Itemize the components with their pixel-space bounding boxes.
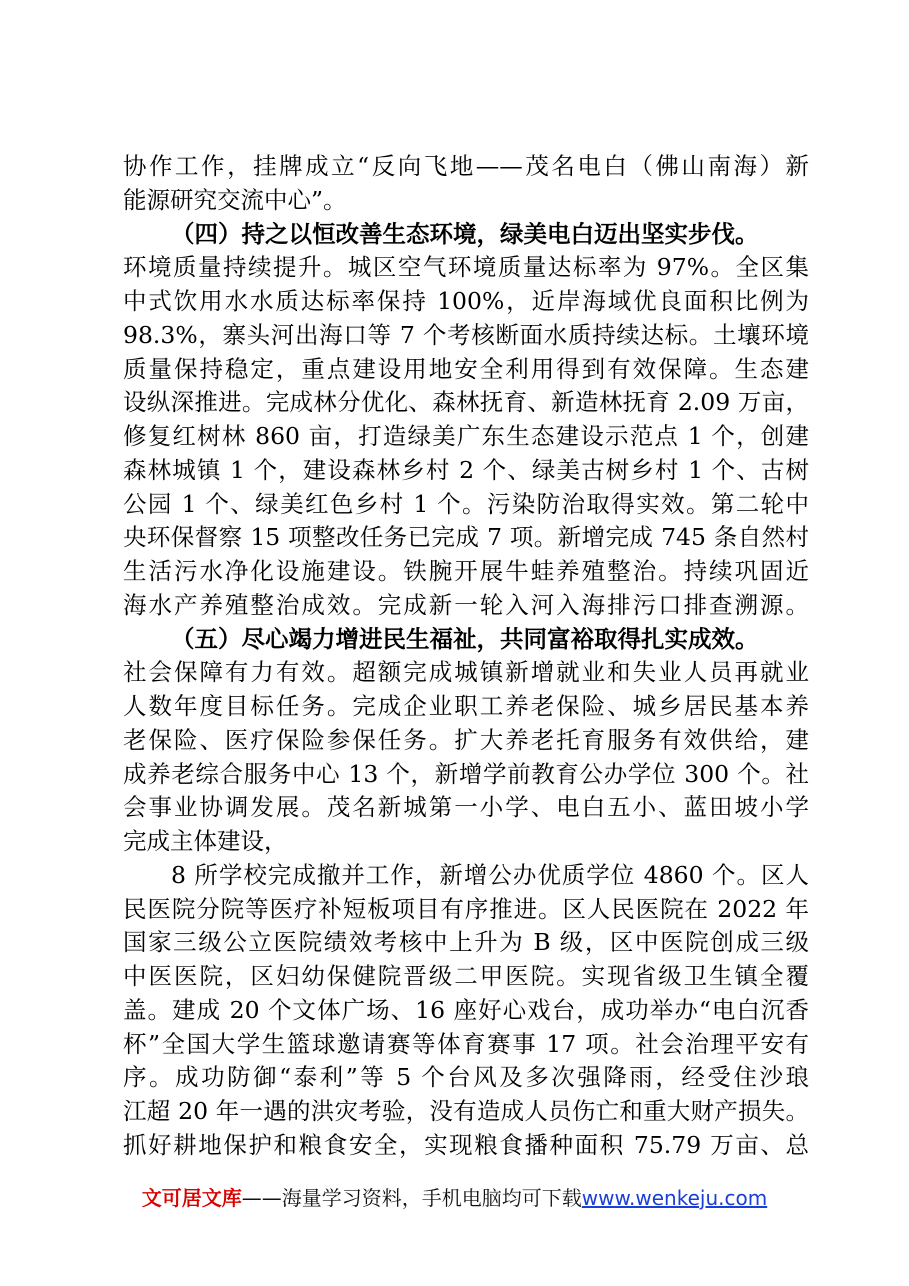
footer-tagline: ——海量学习资料，手机电脑均可下载: [241, 1186, 582, 1210]
body-text-line: 序。成功防御“泰利”等 5 个台风及多次强降雨，经受住沙琅: [123, 1063, 809, 1091]
body-text-line: 成养老综合服务中心 13 个，新增学前教育公办学位 300 个。社: [123, 760, 809, 788]
body-text-line: 98.3%，寨头河出海口等 7 个考核断面水质持续达标。土壤环境: [123, 321, 809, 349]
body-text-line: 抓好耕地保护和粮食安全，实现粮食播种面积 75.79 万亩、总: [123, 1131, 809, 1159]
body-text-line: 协作工作，挂牌成立“反向飞地——茂名电白（佛山南海）新: [123, 152, 809, 180]
section-heading-5: （五）尽心竭力增进民生福祉，共同富裕取得扎实成效。: [171, 625, 759, 653]
website-link[interactable]: www.wenkeju.com: [581, 1186, 768, 1210]
body-text-line: 修复红树林 860 亩，打造绿美广东生态建设示范点 1 个，创建: [123, 422, 809, 450]
body-text-line: 环境质量持续提升。城区空气环境质量达标率为 97%。全区集: [123, 253, 809, 281]
body-text-line: 完成主体建设，: [123, 827, 288, 855]
brand-name: 文可居文库: [141, 1186, 242, 1210]
body-text-line: 会事业协调发展。茂名新城第一小学、电白五小、蓝田坡小学: [123, 793, 809, 821]
body-text-line: 老保险、医疗保险参保任务。扩大养老托育服务有效供给，建: [123, 726, 809, 754]
body-text-line: 人数年度目标任务。完成企业职工养老保险、城乡居民基本养: [123, 692, 809, 720]
body-text-line: 盖。建成 20 个文体广场、16 座好心戏台，成功举办“电白沉香: [123, 996, 809, 1024]
body-text-line: 杯”全国大学生篮球邀请赛等体育赛事 17 项。社会治理平安有: [123, 1030, 809, 1058]
body-text-line: 海水产养殖整治成效。完成新一轮入河入海排污口排查溯源。: [123, 591, 809, 619]
body-text-line: 民医院分院等医疗补短板项目有序推进。区人民医院在 2022 年: [123, 895, 809, 923]
body-text-line: 森林城镇 1 个，建设森林乡村 2 个、绿美古树乡村 1 个、古树: [123, 456, 809, 484]
body-text-line: 国家三级公立医院绩效考核中上升为 B 级，区中医院创成三级: [123, 928, 809, 956]
body-text-line: 央环保督察 15 项整改任务已完成 7 项。新增完成 745 条自然村: [123, 523, 809, 551]
footer-watermark: [0, 1182, 909, 1211]
body-text-line: 江超 20 年一遇的洪灾考验，没有造成人员伤亡和重大财产损失。: [123, 1097, 809, 1125]
body-text-line: 8 所学校完成撤并工作，新增公办优质学位 4860 个。区人: [171, 861, 809, 889]
body-text-line: 质量保持稳定，重点建设用地安全利用得到有效保障。生态建: [123, 355, 809, 383]
body-text-line: 设纵深推进。完成林分优化、森林抚育、新造林抚育 2.09 万亩，: [123, 388, 809, 416]
section-heading-4: （四）持之以恒改善生态环境，绿美电白迈出坚实步伐。: [171, 220, 759, 248]
body-text-line: 生活污水净化设施建设。铁腕开展牛蛙养殖整治。持续巩固近: [123, 557, 809, 585]
body-text-line: 能源研究交流中心”。: [123, 186, 347, 214]
body-text-line: 社会保障有力有效。超额完成城镇新增就业和失业人员再就业: [123, 658, 809, 686]
body-text-line: 中式饮用水水质达标率保持 100%，近岸海域优良面积比例为: [123, 287, 809, 315]
body-text-line: 中医医院，区妇幼保健院晋级二甲医院。实现省级卫生镇全覆: [123, 962, 809, 990]
body-text-line: 公园 1 个、绿美红色乡村 1 个。污染防治取得实效。第二轮中: [123, 490, 809, 518]
